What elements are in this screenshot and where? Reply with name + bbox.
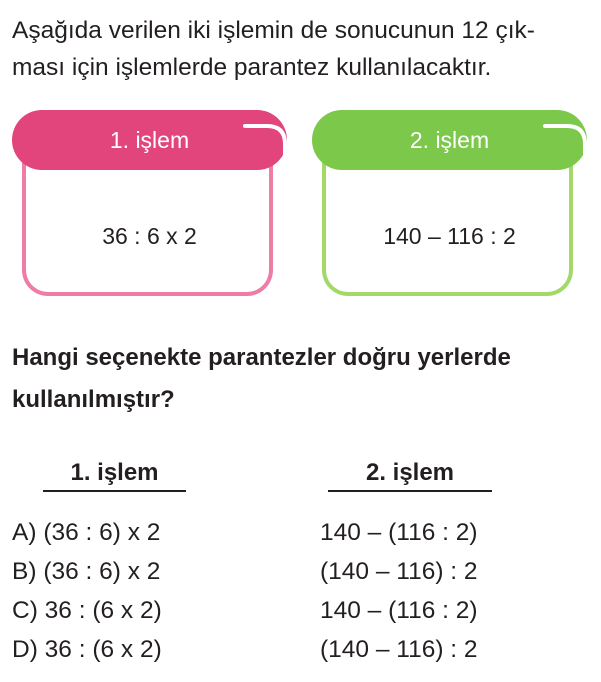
option-first-expression: (36 : 6) x 2 [43, 519, 161, 546]
column-header-first: 1. işlem [43, 459, 186, 492]
option-second-expression: (140 – 116) : 2 [320, 558, 478, 585]
question-line-2: kullanılmıştır? [12, 386, 175, 413]
option-second-expression: 140 – (116 : 2) [320, 597, 478, 624]
intro-line-2: ması için işlemlerde parantez kullanılacaktır. [12, 54, 492, 81]
answer-option-c[interactable] [12, 591, 592, 630]
option-second-expression: 140 – (116 : 2) [320, 519, 478, 546]
column-header-second: 2. işlem [328, 459, 492, 492]
answer-options [12, 513, 592, 669]
option-first-expression: (36 : 6) x 2 [43, 558, 161, 585]
option-c-first [12, 591, 162, 630]
option-d-first [12, 630, 162, 669]
operation-card-2-expression: 140 – 116 : 2 [383, 223, 516, 249]
question-line-1: Hangi seçenekte parantezler doğru yerlerde [12, 344, 511, 371]
option-letter: B) [12, 558, 37, 585]
option-first-expression: 36 : (6 x 2) [44, 636, 162, 663]
question-text [12, 337, 597, 421]
option-first-expression: 36 : (6 x 2) [44, 597, 162, 624]
intro-text [12, 12, 592, 86]
option-letter: C) [12, 597, 38, 624]
operation-card-2 [312, 110, 587, 300]
option-letter: A) [12, 519, 37, 546]
operation-card-1-label: 1. işlem [109, 126, 190, 153]
answer-option-a[interactable] [12, 513, 592, 552]
operation-card-1 [12, 110, 287, 300]
answer-option-b[interactable] [12, 552, 592, 591]
option-a-first [12, 513, 160, 552]
option-letter: D) [12, 636, 38, 663]
corner-curve-decoration [527, 122, 591, 168]
corner-curve-decoration [227, 122, 291, 168]
option-b-first [12, 552, 160, 591]
operation-card-2-label: 2. işlem [409, 126, 490, 153]
option-second-expression: (140 – 116) : 2 [320, 636, 478, 663]
answer-option-d[interactable] [12, 630, 592, 669]
operation-card-1-expression: 36 : 6 x 2 [102, 223, 197, 249]
intro-line-1: Aşağıda verilen iki işlemin de sonucunun 12 çık- [12, 17, 535, 44]
